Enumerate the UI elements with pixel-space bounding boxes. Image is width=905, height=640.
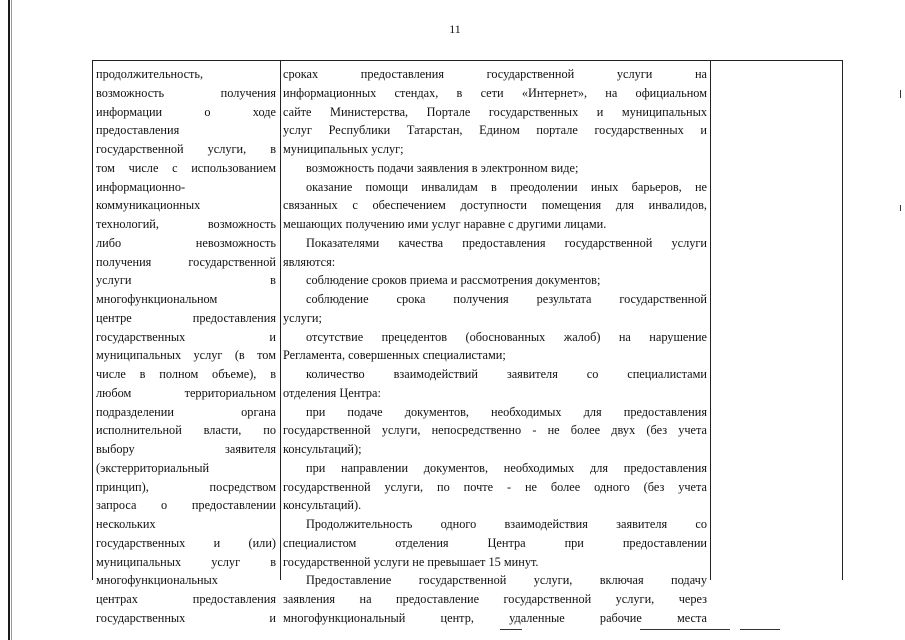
left-column-line: муниципальных услуг в — [96, 554, 276, 569]
right-column-line: соблюдение сроков приема и рассмотрения документов; — [306, 273, 601, 288]
column-divider — [280, 60, 281, 580]
right-column-line: информационных стендах, в сети «Интернет», на официальном — [283, 85, 707, 100]
right-column-line: являются: — [283, 254, 336, 269]
right-column-line: специалистом отделения Центра при предоставлении — [283, 535, 707, 550]
scan-artifact-line — [640, 629, 730, 630]
left-column-line: муниципальных услуг (в том — [96, 348, 276, 363]
left-column-line: государственной услуги, в — [96, 142, 276, 156]
right-column-line: многофункциональный центр, удаленные рабочие места — [283, 610, 707, 625]
right-column-line: соблюдение срока получения результата государственной — [306, 292, 707, 306]
right-column-line: консультаций). — [283, 498, 362, 513]
right-column-text — [283, 65, 707, 628]
right-column-line: консультаций); — [283, 442, 362, 456]
right-column-line: услуг Республики Татарстан, Едином портале государственных и — [283, 123, 707, 138]
left-column-line: подразделении органа — [96, 404, 276, 419]
scan-artifact-line — [500, 629, 522, 630]
left-column-line: центрах предоставления — [96, 592, 276, 606]
right-column-line: при подаче документов, необходимых для предоставления — [306, 404, 707, 419]
right-column-line: мешающих получению ими услуг наравне с другими лицами. — [283, 217, 607, 231]
right-column-line: заявления на предоставление государственной услуги, через — [283, 592, 707, 606]
right-column-line: при направлении документов, необходимых для предоставления — [306, 460, 707, 475]
right-column-line: услуги; — [283, 310, 322, 325]
right-column-line: государственной услуги, непосредственно - не более двух (без учета — [283, 423, 707, 438]
page-left-edge — [8, 0, 10, 640]
right-column-line: возможность подачи заявления в электронном виде; — [306, 160, 579, 175]
right-column-line: Регламента, совершенных специалистами; — [283, 348, 506, 363]
page-number: 11 — [449, 22, 461, 36]
table-right-border — [842, 60, 843, 580]
left-column-line: информации о ходе — [96, 104, 276, 119]
left-column-line: коммуникационных — [96, 198, 201, 213]
right-column-line: государственной услуги не превышает 15 минут. — [283, 554, 539, 569]
page-left-shadow — [11, 0, 12, 640]
left-column-line: нескольких — [96, 517, 156, 531]
left-column-line: возможность получения — [96, 85, 276, 100]
left-column-text — [96, 65, 276, 628]
right-column-line: отсутствие прецедентов (обоснованных жалоб) на нарушение — [306, 329, 707, 344]
scan-artifact-line — [740, 629, 780, 630]
left-column-line: любом территориальном — [96, 385, 276, 400]
left-column-line: государственных и — [96, 610, 276, 625]
left-column-line: государственных и — [96, 329, 276, 344]
left-column-line: информационно- — [96, 179, 186, 194]
right-column-line: Показателями качества предоставления государственной услуги — [306, 235, 707, 250]
left-column-line: принцип), посредством — [96, 479, 276, 494]
table-left-border — [92, 60, 93, 580]
right-column-line: Предоставление государственной услуги, включая подачу — [306, 573, 707, 588]
right-column-line: связанных с обеспечением доступности помещения для инвалидов, — [283, 198, 707, 213]
column-divider — [710, 60, 711, 580]
left-column-line: либо невозможность — [96, 235, 276, 250]
right-column-line: сайте Министерства, Портале государственных и муниципальных — [283, 104, 707, 119]
left-column-line: государственных и (или) — [96, 535, 276, 550]
right-column-line: отделения Центра: — [283, 385, 381, 400]
right-column-line: сроках предоставления государственной услуги на — [283, 67, 707, 81]
left-column-line: услуги в — [96, 273, 276, 288]
right-column-line: количество взаимодействий заявителя со специалистами — [306, 367, 707, 381]
left-column-line: запроса о предоставлении — [96, 498, 276, 513]
left-column-line: (экстерриториальный — [96, 460, 210, 475]
right-column-line: государственной услуги, по почте - не более одного (без учета — [283, 479, 707, 494]
right-column-line: оказание помощи инвалидам в преодолении иных барьеров, не — [306, 179, 707, 194]
left-column-line: том числе с использованием — [96, 160, 276, 175]
left-column-line: исполнительной власти, по — [96, 423, 276, 438]
left-column-line: выбору заявителя — [96, 442, 276, 456]
margin-mark — [900, 90, 901, 98]
left-column-line: центре предоставления — [96, 310, 276, 325]
left-column-line: технологий, возможность — [96, 217, 276, 231]
margin-mark — [900, 205, 901, 211]
left-column-line: продолжительность, — [96, 67, 204, 81]
table-top-border — [92, 60, 842, 61]
left-column-line: многофункциональных — [96, 573, 218, 588]
right-column-line: муниципальных услуг; — [283, 142, 404, 156]
left-column-line: предоставления — [96, 123, 180, 138]
left-column-line: многофункциональном — [96, 292, 218, 306]
left-column-line: числе в полном объеме), в — [96, 367, 276, 381]
right-column-line: Продолжительность одного взаимодействия заявителя со — [306, 517, 707, 531]
left-column-line: получения государственной — [96, 254, 276, 269]
